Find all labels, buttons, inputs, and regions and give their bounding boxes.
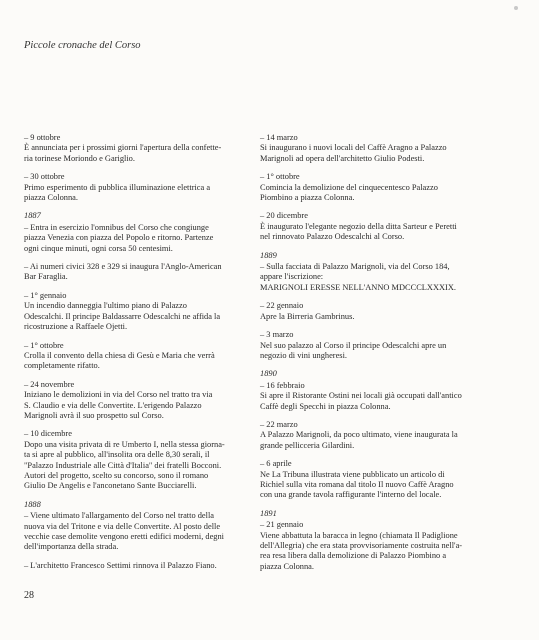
- entry-date: – 22 gennaio: [260, 301, 304, 311]
- chronicle-entry: [24, 211, 250, 254]
- entry-date: – 10 dicembre: [24, 429, 72, 439]
- entry-text-line: rea resa libera dalla demolizione di Palazzo Piombino a: [260, 551, 447, 561]
- chronicle-entry: [260, 420, 503, 451]
- entry-text-line: Crolla il convento della chiesa di Gesù e Maria che verrà: [24, 350, 215, 360]
- year-heading: 1890: [260, 369, 277, 379]
- entry-text-line: Primo esperimento di pubblica illuminazione elettrica a: [24, 182, 211, 192]
- chronicle-entry: [24, 429, 250, 491]
- chronicle-entry: [260, 251, 503, 294]
- entry-text-line: completamente rifatto.: [24, 361, 100, 371]
- entry-text-line: appare l'iscrizione:: [260, 272, 324, 282]
- entry-text-line: Si inaugurano i nuovi locali del Caffè Aragno a Palazzo: [260, 143, 447, 153]
- entry-date: – 16 febbraio: [260, 380, 305, 390]
- entry-date: – Viene ultimato l'allargamento del Corso nel tratto della: [24, 511, 215, 521]
- entry-text-line: S. Claudio e via delle Convertite. L'erigendo Palazzo: [24, 400, 202, 410]
- year-heading: 1887: [24, 211, 41, 221]
- corner-mark: [514, 6, 518, 10]
- entry-text-line: nel rinnovato Palazzo Odescalchi al Corso.: [260, 232, 405, 242]
- entry-date: – 9 ottobre: [24, 133, 61, 142]
- entry-date: – 14 marzo: [260, 133, 298, 142]
- chronicle-entry: [24, 262, 250, 283]
- chronicle-entry: [260, 369, 503, 412]
- chronicle-entry: [260, 330, 503, 361]
- entry-date: – 1° gennaio: [24, 290, 67, 300]
- entry-text-line: Caffè degli Specchi in piazza Colonna.: [260, 401, 391, 411]
- entry-text-line: Ne La Tribuna illustrata viene pubblicato un articolo di: [260, 469, 445, 479]
- entry-date: – 22 marzo: [260, 419, 298, 429]
- entry-text-line: "Palazzo Industriale alle Città d'Italia" dei fratelli Bocconi.: [24, 460, 222, 470]
- entry-text-line: Richiel sulla vita romana dal titolo Il nuovo Caffè Aragno: [260, 479, 454, 489]
- entry-text-line: ogni cinque minuti, ogni corsa 50 centesimi.: [24, 243, 173, 253]
- entry-date: – 21 gennaio: [260, 520, 304, 530]
- chronicle-entry: [260, 133, 503, 164]
- entry-text-line: dell'importanza della strada.: [24, 542, 119, 552]
- entry-text-line: A Palazzo Marignoli, da poco ultimato, viene inaugurata la: [260, 430, 458, 440]
- entry-date: – 24 novembre: [24, 379, 75, 389]
- entry-text-line: MARIGNOLI ERESSE NELL'ANNO MDCCCLXXXIX.: [260, 282, 456, 292]
- entry-text-line: Iniziano le demolizioni in via del Corso nel tratto tra via: [24, 390, 213, 400]
- entry-date: – 1° ottobre: [260, 172, 300, 182]
- chronicle-entry: [260, 211, 503, 242]
- entry-text-line: vecchie case demolite vengono eretti edifici moderni, degni: [24, 532, 224, 541]
- chronicle-entry: [24, 500, 250, 553]
- year-heading: 1889: [260, 250, 277, 260]
- entry-date: – 6 aprile: [260, 459, 292, 469]
- entry-text-line: piazza Colonna.: [260, 561, 314, 571]
- entry-text-line: Bar Faraglia.: [24, 272, 68, 282]
- entry-text-line: Viene abbattuta la baracca in legno (chiamata Il Padiglione: [260, 530, 458, 540]
- entry-text-line: Marignoli ad opera dell'architetto Giulio Podesti.: [260, 153, 425, 163]
- entry-text-line: nuova via del Tritone e via delle Convertite. Al posto delle: [24, 521, 221, 531]
- entry-text-line: Autori del progetto, scelto su concorso, sono il romano: [24, 470, 209, 480]
- entry-text-line: Marignoli avrà il suo prospetto sul Corso.: [24, 410, 164, 420]
- entry-date: – Sulla facciata di Palazzo Marignoli, via del Corso 184,: [260, 262, 450, 272]
- entry-text-line: È inaugurato l'elegante negozio della ditta Sarteur e Peretti: [260, 221, 457, 231]
- entry-text-line: negozio di vini ungheresi.: [260, 350, 347, 360]
- entry-text-line: piazza Colonna.: [24, 193, 78, 203]
- chronicle-entry: [260, 172, 503, 203]
- entry-text-line: Giulio De Angelis e l'anconetano Sante Bucciarelli.: [24, 481, 197, 491]
- entry-text-line: piazza Venezia con piazza del Popolo e ritorno. Partenze: [24, 233, 214, 243]
- entry-text-line: Apre la Birreria Gambrinus.: [260, 311, 355, 321]
- chronicle-entry: [260, 459, 503, 501]
- page-number: 28: [24, 590, 34, 601]
- entry-date: – 30 ottobre: [24, 172, 65, 182]
- right-column: [260, 133, 503, 580]
- entry-text-line: ricostruzione a Raffaele Ojetti.: [24, 322, 128, 332]
- entry-text-line: Piombino a piazza Colonna.: [260, 193, 355, 203]
- entry-text-line: Si apre il Ristorante Ostini nei locali già occupati dall'antico: [260, 391, 462, 401]
- year-heading: 1891: [260, 508, 277, 518]
- entry-text-line: dell'Allegria) che era stata provvisoriamente costruita nell'a-: [260, 541, 463, 550]
- chronicle-entry: [24, 133, 250, 164]
- entry-date: – 3 marzo: [260, 330, 294, 340]
- entry-date: – 20 dicembre: [260, 211, 308, 221]
- chronicle-entry: [24, 561, 250, 571]
- running-head: Piccole cronache del Corso: [24, 40, 141, 51]
- entry-text-line: Odescalchi. Il principe Baldassarre Odescalchi ne affida la: [24, 311, 221, 321]
- chronicle-entry: [260, 301, 503, 322]
- left-column: [24, 133, 250, 579]
- entry-text-line: con una grande tavola raffigurante l'interno del locale.: [260, 490, 442, 500]
- chronicle-entry: [24, 291, 250, 333]
- chronicle-entry: [260, 509, 503, 572]
- entry-date: – 1° ottobre: [24, 340, 64, 350]
- entry-text-line: È annunciata per i prossimi giorni l'apertura della confette-: [24, 143, 222, 153]
- entry-date: – Entra in esercizio l'omnibus del Corso che congiunge: [24, 222, 209, 232]
- chronicle-entry: [24, 380, 250, 422]
- entry-text-line: Dopo una visita privata di re Umberto I, nella stessa giorna-: [24, 439, 225, 449]
- entry-text-line: ria torinese Moriondo e Gariglio.: [24, 153, 135, 163]
- entry-text-line: Nel suo palazzo al Corso il principe Odescalchi apre un: [260, 340, 447, 350]
- year-heading: 1888: [24, 499, 41, 509]
- chronicle-entry: [24, 172, 250, 203]
- entry-date: – L'architetto Francesco Settimi rinnova il Palazzo Fiano.: [24, 560, 217, 570]
- chronicle-entry: [24, 341, 250, 372]
- entry-text-line: Un incendio danneggia l'ultimo piano di Palazzo: [24, 301, 187, 311]
- entry-text-line: grande pellicceria Gilardini.: [260, 440, 355, 450]
- entry-text-line: Comincia la demolizione del cinquecentesco Palazzo: [260, 182, 438, 192]
- entry-date: – Ai numeri civici 328 e 329 si inaugura l'Anglo-American: [24, 262, 222, 272]
- entry-text-line: ta si apre al pubblico, all'insolita ora delle 8,30 serali, il: [24, 450, 210, 460]
